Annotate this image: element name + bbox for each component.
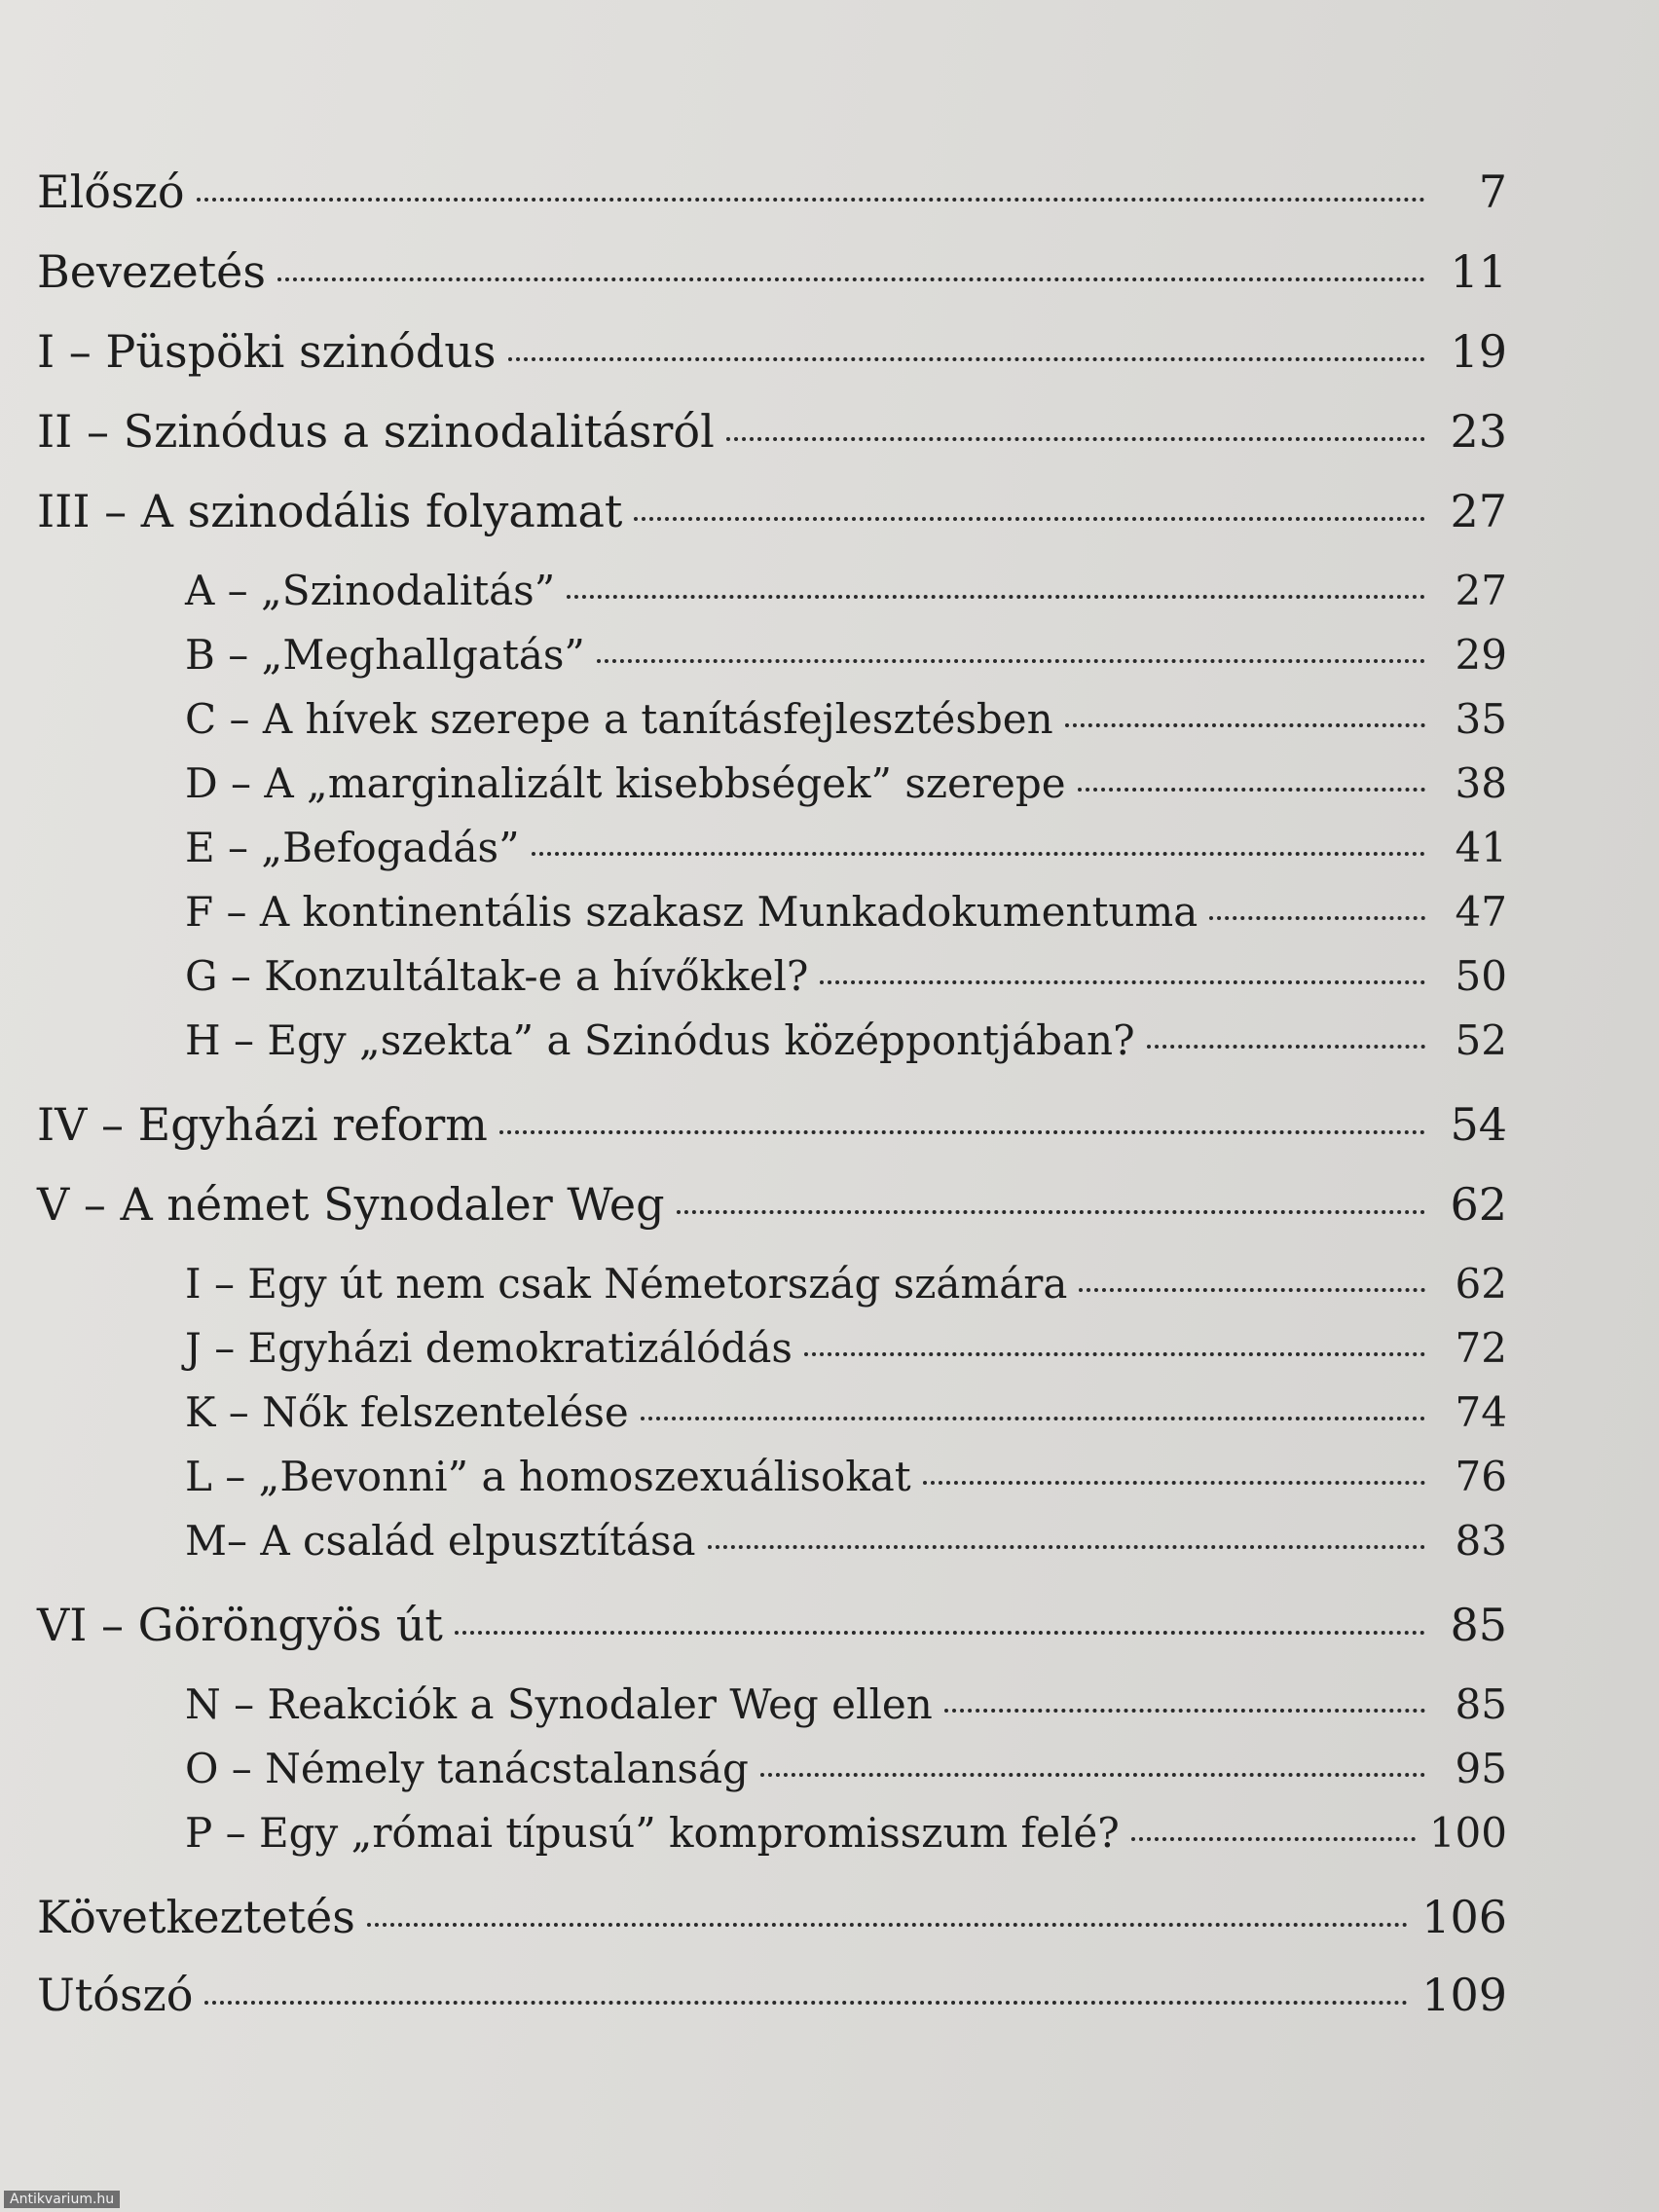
toc-subentry-n xyxy=(185,1680,1507,1728)
dot-leader xyxy=(804,1352,1425,1356)
toc-subentry-m xyxy=(185,1517,1507,1565)
dot-leader xyxy=(726,437,1425,441)
toc-entry-title: B – „Meghallgatás” xyxy=(185,631,585,679)
toc-subentry-j xyxy=(185,1324,1507,1372)
dot-leader xyxy=(760,1773,1425,1777)
toc-entry-page: 72 xyxy=(1455,1324,1507,1372)
toc-entry-title: A – „Szinodalitás” xyxy=(185,567,556,614)
toc-subentry-c xyxy=(185,695,1507,743)
toc-entry-page: 47 xyxy=(1455,888,1507,936)
toc-entry-page: 50 xyxy=(1455,952,1507,1000)
toc-entry-page: 95 xyxy=(1455,1745,1507,1792)
dot-leader xyxy=(197,198,1425,202)
toc-entry-title: L – „Bevonni” a homoszexuálisokat xyxy=(185,1453,911,1500)
toc-entry-page: 74 xyxy=(1455,1388,1507,1436)
dot-leader xyxy=(455,1631,1425,1635)
toc-subentry-k xyxy=(185,1388,1507,1436)
toc-entry-chapter-5 xyxy=(37,1178,1507,1231)
toc-entry-title: VI – Göröngyös út xyxy=(37,1599,443,1651)
toc-entry-page: 27 xyxy=(1455,567,1507,614)
toc-entry-title: Bevezetés xyxy=(37,245,267,298)
toc-entry-page: 38 xyxy=(1455,759,1507,807)
toc-entry-page: 23 xyxy=(1450,405,1507,458)
dot-leader xyxy=(677,1210,1425,1214)
toc-entry-page: 62 xyxy=(1450,1178,1507,1231)
toc-subentry-d xyxy=(185,759,1507,807)
toc-entry-page: 41 xyxy=(1455,824,1507,871)
dot-leader xyxy=(204,2001,1408,2005)
toc-entry-page: 29 xyxy=(1455,631,1507,679)
toc-subentry-f xyxy=(185,888,1507,936)
dot-leader xyxy=(1209,916,1425,920)
toc-entry-title: IV – Egyházi reform xyxy=(37,1098,488,1151)
dot-leader xyxy=(923,1481,1425,1485)
toc-entry-bevezetes xyxy=(37,245,1507,298)
toc-entry-page: 27 xyxy=(1450,485,1507,537)
dot-leader xyxy=(1078,788,1425,792)
toc-entry-title: Előszó xyxy=(37,166,185,218)
dot-leader xyxy=(567,595,1425,599)
toc-entry-page: 83 xyxy=(1455,1517,1507,1565)
dot-leader xyxy=(277,277,1425,281)
dot-leader xyxy=(597,659,1425,663)
watermark: Antikvarium.hu xyxy=(4,2191,120,2208)
toc-entry-page: 100 xyxy=(1428,1809,1507,1857)
dot-leader xyxy=(634,517,1425,521)
toc-entry-title: P – Egy „római típusú” kompromisszum felé? xyxy=(185,1809,1120,1857)
dot-leader xyxy=(820,980,1425,984)
toc-entry-page: 19 xyxy=(1450,325,1507,378)
toc-entry-page: 85 xyxy=(1455,1680,1507,1728)
dot-leader xyxy=(641,1417,1425,1420)
toc-entry-title: M– A család elpusztítása xyxy=(185,1517,696,1565)
toc-entry-utoszo xyxy=(37,1969,1507,2021)
toc-entry-page: 54 xyxy=(1450,1098,1507,1151)
dot-leader xyxy=(944,1709,1425,1713)
dot-leader xyxy=(367,1923,1408,1927)
toc-entry-title: I – Püspöki szinódus xyxy=(37,325,497,378)
toc-subentry-o xyxy=(185,1745,1507,1792)
toc-entry-title: J – Egyházi demokratizálódás xyxy=(185,1324,793,1372)
dot-leader xyxy=(508,357,1426,361)
toc-entry-chapter-4 xyxy=(37,1098,1507,1151)
toc-entry-chapter-6 xyxy=(37,1599,1507,1651)
toc-subentry-p xyxy=(185,1809,1507,1857)
toc-entry-kovetkeztetes xyxy=(37,1891,1507,1943)
toc-entry-title: Következtetés xyxy=(37,1891,355,1943)
toc-entry-title: C – A hívek szerepe a tanításfejlesztésben xyxy=(185,695,1053,743)
toc-entry-chapter-3 xyxy=(37,485,1507,537)
toc-subentry-l xyxy=(185,1453,1507,1500)
dot-leader xyxy=(1065,723,1425,727)
dot-leader xyxy=(1079,1288,1425,1292)
toc-entry-page: 11 xyxy=(1450,245,1507,298)
toc-entry-page: 62 xyxy=(1455,1260,1507,1308)
dot-leader xyxy=(1131,1837,1416,1841)
dot-leader xyxy=(708,1545,1425,1549)
toc-entry-page: 7 xyxy=(1478,166,1507,218)
toc-entry-page: 52 xyxy=(1455,1016,1507,1064)
toc-entry-page: 106 xyxy=(1421,1891,1507,1943)
toc-entry-title: D – A „marginalizált kisebbségek” szerepe xyxy=(185,759,1066,807)
toc-entry-title: III – A szinodális folyamat xyxy=(37,485,623,537)
toc-subentry-b xyxy=(185,631,1507,679)
toc-entry-title: O – Némely tanácstalanság xyxy=(185,1745,749,1792)
toc-entry-chapter-2 xyxy=(37,405,1507,458)
toc-entry-eloszo xyxy=(37,166,1507,218)
toc-entry-page: 76 xyxy=(1455,1453,1507,1500)
toc-subentry-i xyxy=(185,1260,1507,1308)
toc-entry-title: E – „Befogadás” xyxy=(185,824,520,871)
toc-entry-page: 85 xyxy=(1450,1599,1507,1651)
toc-entry-page: 35 xyxy=(1455,695,1507,743)
dot-leader xyxy=(1147,1045,1425,1049)
dot-leader xyxy=(499,1130,1425,1134)
toc-entry-chapter-1 xyxy=(37,325,1507,378)
toc-entry-title: F – A kontinentális szakasz Munkadokumentuma xyxy=(185,888,1198,936)
toc-entry-title: K – Nők felszentelése xyxy=(185,1388,629,1436)
toc-subentry-g xyxy=(185,952,1507,1000)
toc-entry-title: G – Konzultáltak-e a hívőkkel? xyxy=(185,952,809,1000)
toc-entry-title: Utószó xyxy=(37,1969,194,2021)
toc-entry-title: II – Szinódus a szinodalitásról xyxy=(37,405,715,458)
toc-subentry-h xyxy=(185,1016,1507,1064)
toc-entry-title: V – A német Synodaler Weg xyxy=(37,1178,665,1231)
toc-entry-title: I – Egy út nem csak Németország számára xyxy=(185,1260,1068,1308)
dot-leader xyxy=(532,852,1425,856)
toc-entry-page: 109 xyxy=(1421,1969,1507,2021)
toc-entry-title: H – Egy „szekta” a Szinódus középpontjában? xyxy=(185,1016,1135,1064)
toc-subentry-a xyxy=(185,567,1507,614)
toc-subentry-e xyxy=(185,824,1507,871)
toc-entry-title: N – Reakciók a Synodaler Weg ellen xyxy=(185,1680,933,1728)
